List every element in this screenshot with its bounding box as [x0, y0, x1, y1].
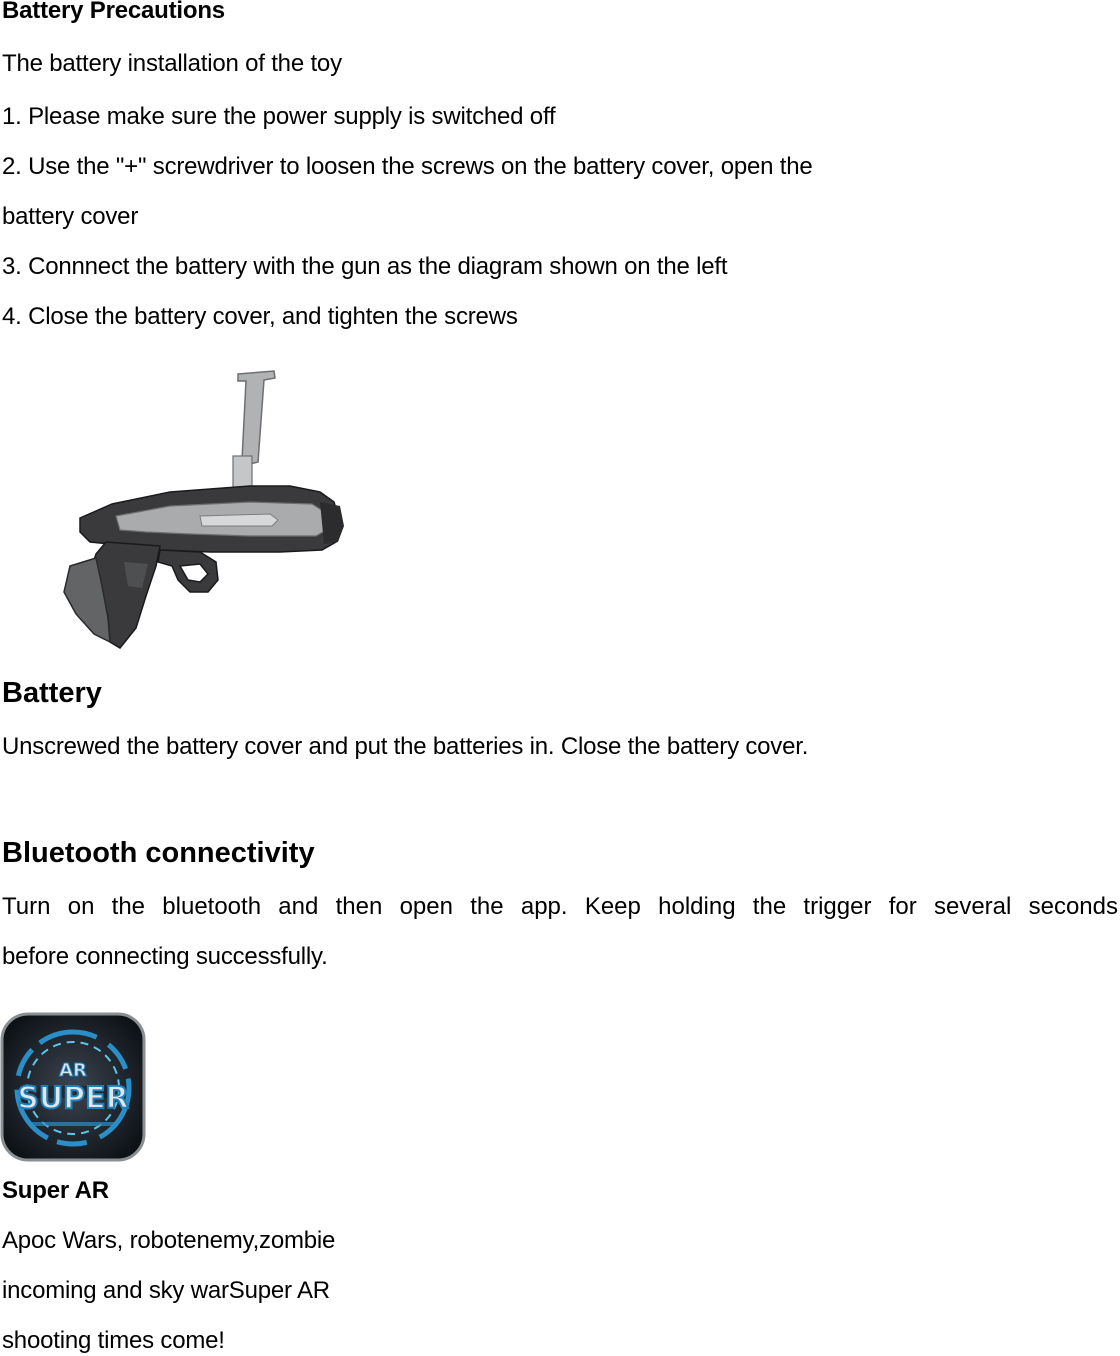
step-2-continued: battery cover [2, 203, 139, 230]
battery-text: Unscrewed the battery cover and put the batteries in. Close the battery cover. [2, 733, 809, 760]
step-4: 4. Close the battery cover, and tighten the screws [2, 303, 518, 330]
app-description-line-1: Apoc Wars, robotenemy,zombie [2, 1227, 336, 1254]
step-1: 1. Please make sure the power supply is switched off [2, 103, 556, 130]
bluetooth-text-line-1: Turn on the bluetooth and then open the app. Keep holding the trigger for several seconds [2, 893, 1118, 920]
app-description-line-3: shooting times come! [2, 1327, 225, 1354]
battery-intro: The battery installation of the toy [2, 50, 342, 77]
app-icon-logo-top: AR [59, 1060, 87, 1081]
step-2: 2. Use the "+" screwdriver to loosen the screws on the battery cover, open the [2, 153, 813, 180]
bluetooth-heading: Bluetooth connectivity [2, 837, 315, 869]
bluetooth-text-line-2: before connecting successfully. [2, 943, 328, 970]
app-icon-logo-main: SUPER [17, 1081, 129, 1116]
step-3: 3. Connnect the battery with the gun as the diagram shown on the left [2, 253, 728, 280]
app-name: Super AR [2, 1177, 109, 1204]
battery-precautions-heading: Battery Precautions [2, 0, 225, 24]
app-description-line-2: incoming and sky warSuper AR [2, 1277, 330, 1304]
battery-heading: Battery [2, 677, 102, 709]
toy-gun-image [50, 366, 350, 654]
super-ar-app-icon [0, 1012, 146, 1162]
